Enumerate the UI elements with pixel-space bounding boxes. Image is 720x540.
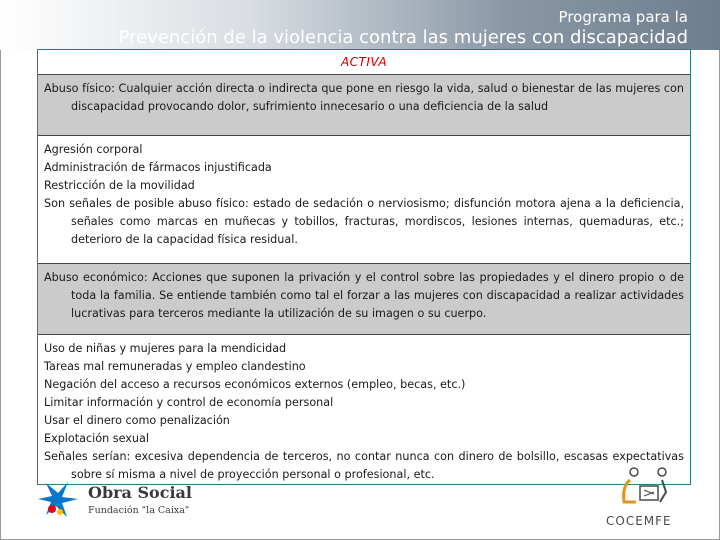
- cocemfe-name: COCEMFE: [606, 514, 672, 528]
- list-item: Tareas mal remuneradas y empleo clandestino: [44, 360, 306, 373]
- physical-abuse-definition: Abuso físico: Cualquier acción directa o indirecta que pone en riesgo la vida, salud o bienestar de las mujeres con discapacidad provocando dolor, sufrimiento innecesario o una deficiencia de la salud: [44, 82, 684, 113]
- list-item: Señales serían: excesiva dependencia de terceros, no contar nunca con dinero de bolsillo, escasas expectativas sobre sí misma a nivel de proyección personal o profesional, etc.: [44, 450, 684, 481]
- table-row-physical-examples: [38, 136, 690, 264]
- header-title: Prevención de la violencia contra las mujeres con discapacidad: [118, 27, 688, 48]
- slide-header: [0, 0, 720, 50]
- list-item: Son señales de posible abuso físico: estado de sedación o nerviosismo; disfunción motora ajena a la deficiencia, señales como marcas en muñecas y tobillos, fracturas, mordiscos, lesiones internas, quemaduras, etc.; deterioro de la capacidad física residual.: [44, 197, 684, 246]
- obra-social-name: Obra Social: [88, 483, 192, 502]
- cocemfe-figures-icon: [600, 464, 692, 514]
- economic-abuse-definition: Abuso económico: Acciones que suponen la privación y el control sobre las propiedades y el dinero propio o de toda la familia. Se entiende también como tal el forzar a las mujeres con discapacidad a realizar actividades lucrativas para terceros mediante la utilización de su imagen o su cuerpo.: [44, 271, 684, 320]
- list-item: Uso de niñas y mujeres para la mendicidad: [44, 342, 287, 355]
- table-title-row: [38, 50, 690, 75]
- violence-types-table: [37, 49, 691, 485]
- list-item: Restricción de la movilidad: [44, 179, 195, 192]
- header-subtitle: Programa para la: [558, 8, 688, 26]
- obra-social-logo: [38, 480, 198, 520]
- list-item: Administración de fármacos injustificada: [44, 161, 272, 174]
- list-item: Explotación sexual: [44, 432, 149, 445]
- table-title: ACTIVA: [340, 55, 388, 69]
- table-row-economic-examples: [38, 335, 690, 490]
- caixa-star-logo-icon: [38, 480, 84, 520]
- list-item: Limitar información y control de economía personal: [44, 396, 334, 409]
- cocemfe-logo: [600, 464, 692, 536]
- list-item: Usar el dinero como penalización: [44, 414, 230, 427]
- list-item: Negación del acceso a recursos económicos externos (empleo, becas, etc.): [44, 378, 466, 391]
- list-item: Agresión corporal: [44, 143, 143, 156]
- obra-social-foundation: Fundación "la Caixa": [88, 505, 190, 516]
- table-row-physical-definition: [38, 75, 690, 136]
- table-row-economic-definition: [38, 264, 690, 335]
